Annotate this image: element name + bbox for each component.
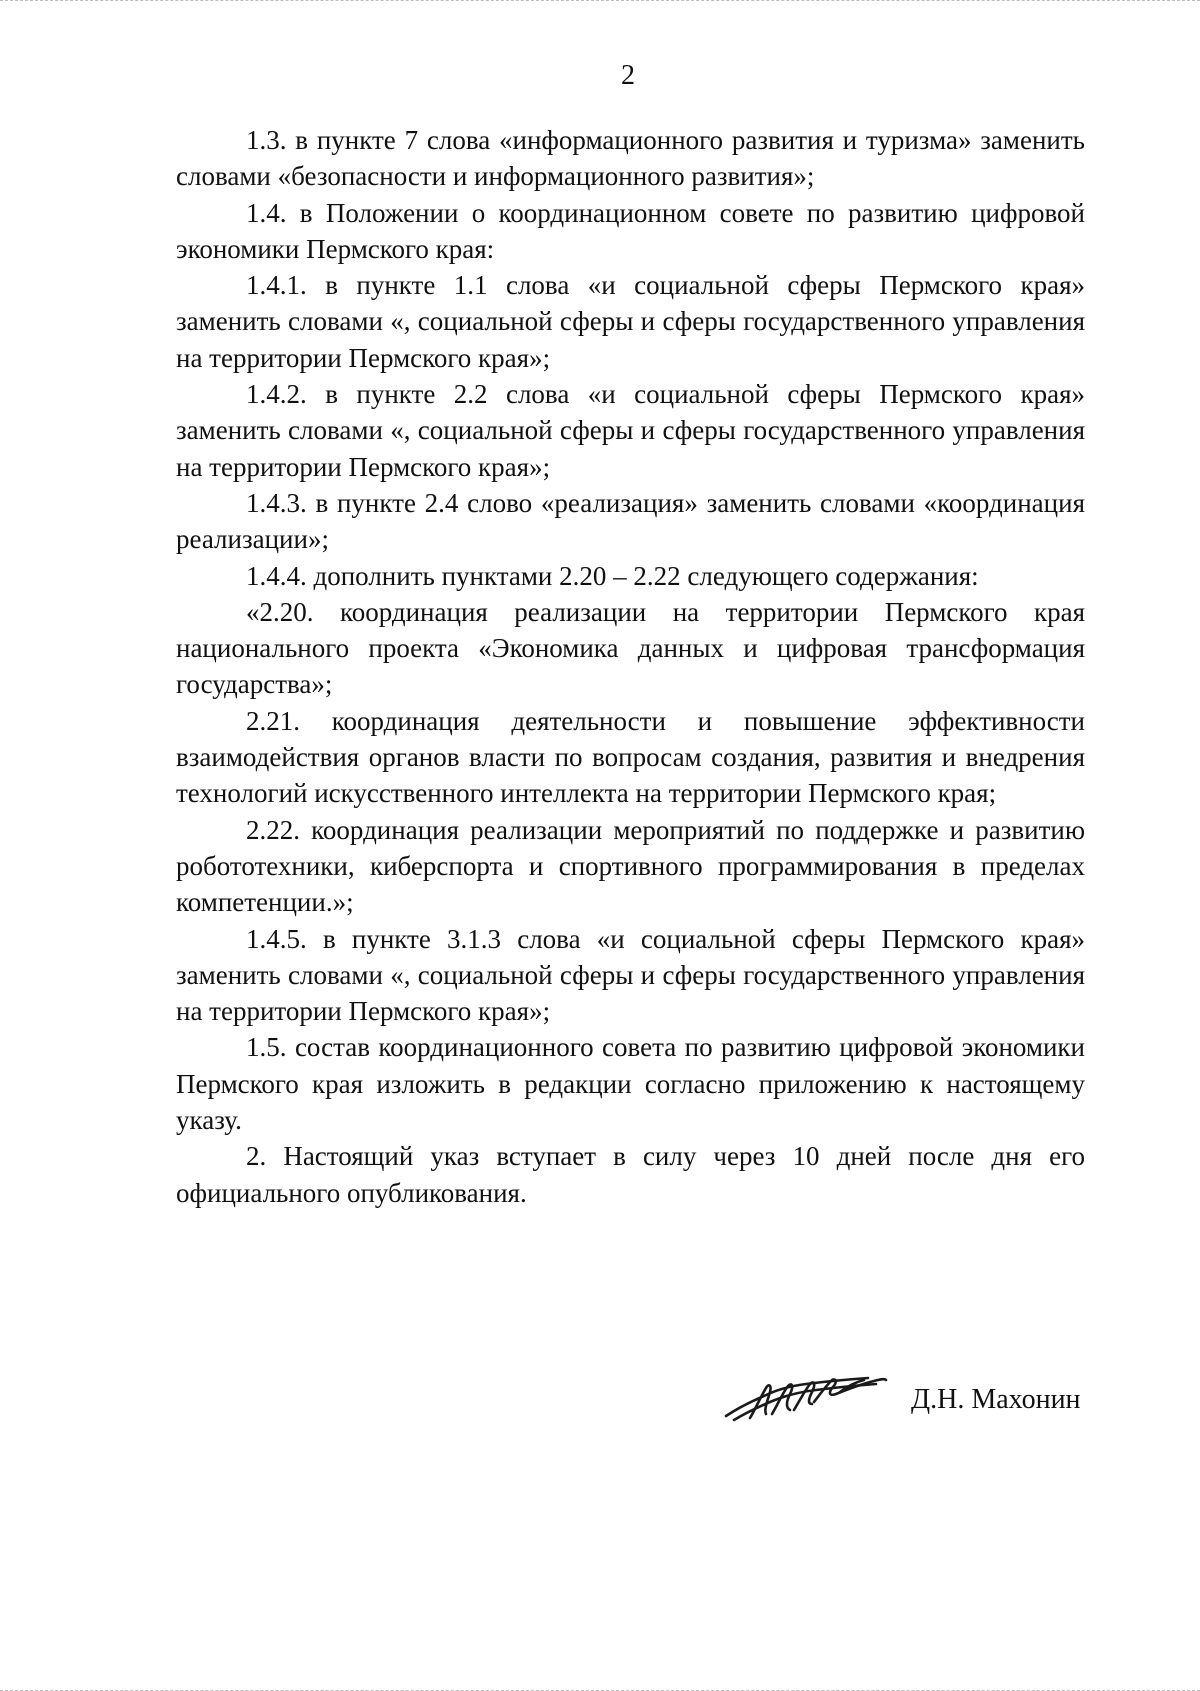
paragraph-1-4-5: 1.4.5. в пункте 3.1.3 слова «и социальной сферы Пермского края» заменить словами «, социальной сферы и сферы государственного управления на территории Пермского края»; <box>176 923 1085 1027</box>
paragraph-1-3: 1.3. в пункте 7 слова «информационного развития и туризма» заменить словами «безопасности и информационного развития»; <box>176 125 1085 192</box>
paragraph-1-4-1: 1.4.1. в пункте 1.1 слова «и социальной сферы Пермского края» заменить словами «, социальной сферы и сферы государственного управления на территории Пермского края»; <box>176 270 1085 373</box>
paragraph-2-22: 2.22. координация реализации мероприятий по поддержке и развитию робототехники, киберспорта и спортивного программирования в пределах компетенции.»; <box>176 814 1085 918</box>
paragraph-2-20: «2.20. координация реализации на территории Пермского края национального проекта «Экономика данных и цифровая трансформация государства»; <box>176 596 1085 700</box>
scan-top-edge <box>0 0 1200 4</box>
scan-bottom-edge <box>0 1687 1200 1691</box>
paragraph-2: 2. Настоящий указ вступает в силу через 10 дней после дня его официального опубликования. <box>176 1141 1085 1208</box>
signature-block <box>720 1372 1090 1432</box>
paragraph-1-4: 1.4. в Положении о координационном совете по развитию цифровой экономики Пермского края: <box>176 197 1085 264</box>
signer-name: Д.Н. Махонин <box>911 1384 1081 1415</box>
document-body <box>176 122 1085 1211</box>
page-number: 2 <box>621 60 635 91</box>
paragraph-1-4-3: 1.4.3. в пункте 2.4 слово «реализация» заменить словами «координация реализации»; <box>176 487 1085 555</box>
paragraph-1-4-2: 1.4.2. в пункте 2.2 слова «и социальной сферы Пермского края» заменить словами «, социальной сферы и сферы государственного управления на территории Пермского края»; <box>176 379 1085 482</box>
paragraph-2-21: 2.21. координация деятельности и повышение эффективности взаимодействия органов власти по вопросам создания, развития и внедрения технологий искусственного интеллекта на территории Пермского края; <box>176 705 1085 809</box>
paragraph-1-5: 1.5. состав координационного совета по развитию цифровой экономики Пермского края изложить в редакции согласно приложению к настоящему указу. <box>176 1032 1085 1136</box>
handwritten-signature <box>720 1372 890 1428</box>
paragraph-1-4-4: 1.4.4. дополнить пунктами 2.20 – 2.22 следующего содержания: <box>246 560 979 591</box>
